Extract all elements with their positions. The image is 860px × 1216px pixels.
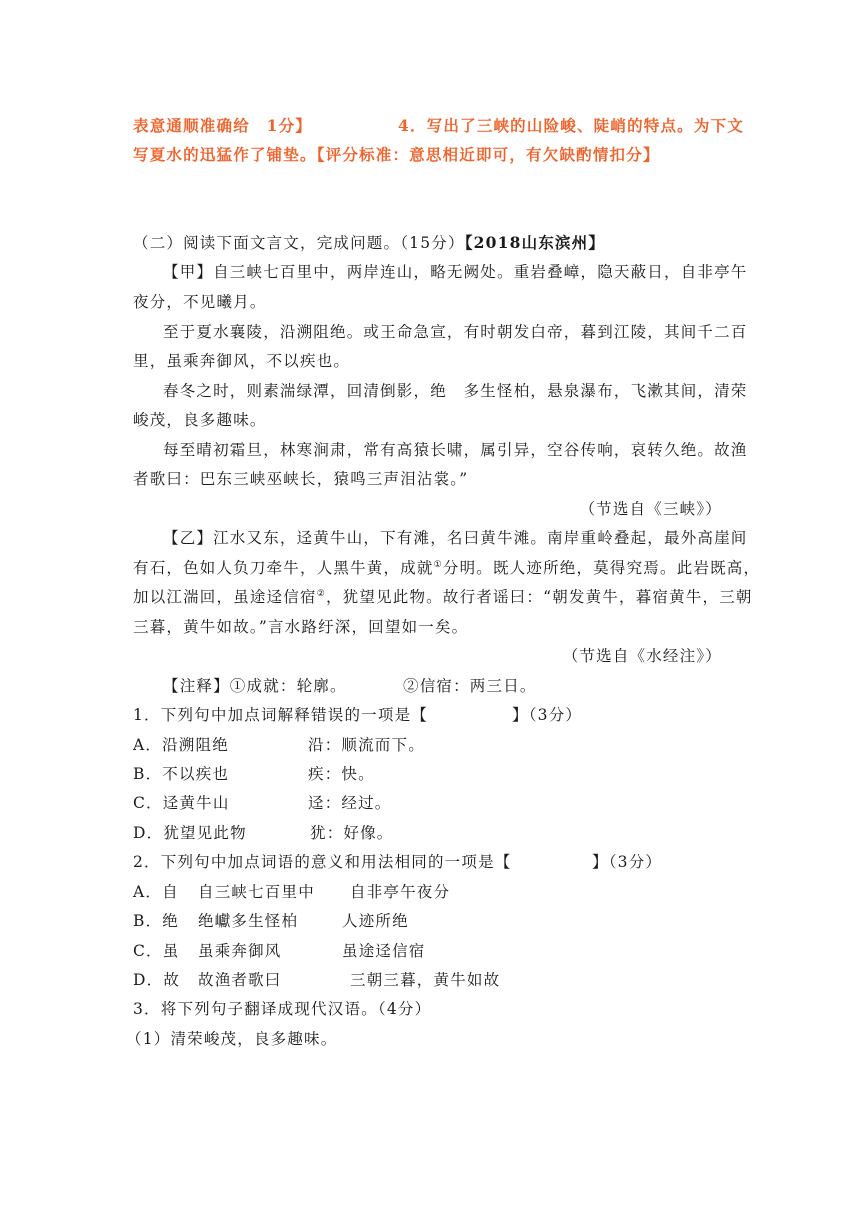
jia-p3-line2: 峻茂，良多趣味。 <box>133 411 267 429</box>
yi-line1: 【乙】江水又东，迳黄牛山，下有滩，名曰黄牛滩。南岸重岭叠起，最外高崖间 <box>163 529 748 547</box>
jia-p4-line2: 者歌曰：巴东三峡巫峡长，猿鸣三声泪沾裳。” <box>133 470 469 488</box>
q2-option-c-word: C．虽 <box>133 942 180 960</box>
jia-p2-line2: 里，虽乘奔御风，不以疾也。 <box>133 352 351 370</box>
q2-option-c-s1: 虽乘奔御风 <box>198 942 282 960</box>
q2-stem: 2．下列句中加点词语的意义和用法相同的一项是【 <box>133 853 512 871</box>
q2-option-a-word: A．自 <box>133 883 179 901</box>
jia-p1-line1: 【甲】自三峡七百里中，两岸连山，略无阙处。重岩叠嶂，隐天蔽日，自非亭午 <box>163 263 748 281</box>
section-heading <box>133 233 605 253</box>
q1-option-b: B．不以疾也 <box>133 765 230 783</box>
yi-line2 <box>133 558 760 578</box>
q1-bracket-close: 】（3分） <box>512 706 583 724</box>
q2-option-c-s2: 虽途迳信宿 <box>342 942 426 960</box>
answer-line-2: 写夏水的迅猛作了铺垫。【评分标准：意思相近即可，有欠缺酌情扣分】 <box>133 145 660 164</box>
yi-line4: 三暮，黄牛如故。”言水路纡深，回望如一矣。 <box>133 618 469 636</box>
q2-option-b-s2: 人迹所绝 <box>342 912 409 930</box>
q2-bracket-close: 】（3分） <box>592 853 663 871</box>
notes-line-1: 【注释】①成就：轮廓。 <box>163 677 347 695</box>
q2-option-d-s2: 三朝三暮，黄牛如故 <box>350 971 501 989</box>
q1-option-c-gloss: 迳：经过。 <box>308 794 392 812</box>
section-source-tag: 【2018山东滨州】 <box>464 233 606 252</box>
q1-option-d: D．犹望见此物 <box>133 824 247 842</box>
q3-stem: 3．将下列句子翻译成现代汉语。（4分） <box>133 1000 432 1018</box>
q2-option-a-s2: 自非亭午夜分 <box>350 883 451 901</box>
q1-stem: 1．下列句中加点词解释错误的一项是【 <box>133 706 428 724</box>
q1-option-a-gloss: 沿：顺流而下。 <box>308 736 425 754</box>
q1-option-a: A．沿溯阻绝 <box>133 736 229 754</box>
yi-line3-b: ，犹望见此物。故行者谣曰：“朝发黄牛，暮宿黄牛，三朝 <box>325 588 753 606</box>
notes-line-2: ②信宿：两三日。 <box>403 677 537 695</box>
section-heading-text: （二）阅读下面文言文，完成问题。（15分） <box>133 234 465 252</box>
note-mark-2: ② <box>316 588 326 599</box>
q1-option-b-gloss: 疾：快。 <box>308 765 375 783</box>
q2-option-d-s1: 故渔者歌曰 <box>198 971 282 989</box>
yi-line2-b: 分明。既人迹所绝，莫得究焉。此岩既高， <box>442 559 761 577</box>
yi-line2-a: 有石，色如人负刀牵牛，人黑牛黄，成就 <box>133 559 434 577</box>
answer-line-1a: 表意通顺准确给 1分】 <box>133 116 312 135</box>
jia-source: （节选自《三峡》） <box>579 500 722 518</box>
yi-line3 <box>133 587 753 607</box>
q2-option-d-word: D．故 <box>133 971 181 989</box>
q3-sub1: （1）清荣峻茂，良多趣味。 <box>126 1030 338 1048</box>
jia-p2-line1: 至于夏水襄陵，沿溯阻绝。或王命急宣，有时朝发白帝，暮到江陵，其间千二百 <box>163 323 748 341</box>
note-mark-1: ① <box>433 559 443 570</box>
q1-option-d-gloss: 犹：好像。 <box>310 824 394 842</box>
q1-option-c: C．迳黄牛山 <box>133 794 230 812</box>
q2-option-b-s1: 绝巘多生怪柏 <box>198 912 299 930</box>
jia-p4-line1: 每至晴初霜旦，林寒涧肃，常有高猿长啸，属引异，空谷传响，哀转久绝。故渔 <box>163 441 748 459</box>
jia-p3-line1: 春冬之时，则素湍绿潭，回清倒影，绝 多生怪柏，悬泉瀑布，飞漱其间，清荣 <box>163 382 748 400</box>
jia-p1-line2: 夜分，不见曦月。 <box>133 293 267 311</box>
q2-option-b-word: B．绝 <box>133 912 179 930</box>
answer-line-1b: 4．写出了三峡的山险峻、陡峭的特点。为下文 <box>398 116 744 135</box>
yi-source: （节选自《水经注》） <box>562 647 722 665</box>
q2-option-a-s1: 自三峡七百里中 <box>198 883 315 901</box>
yi-line3-a: 加以江湍回，虽途迳信宿 <box>133 588 317 606</box>
